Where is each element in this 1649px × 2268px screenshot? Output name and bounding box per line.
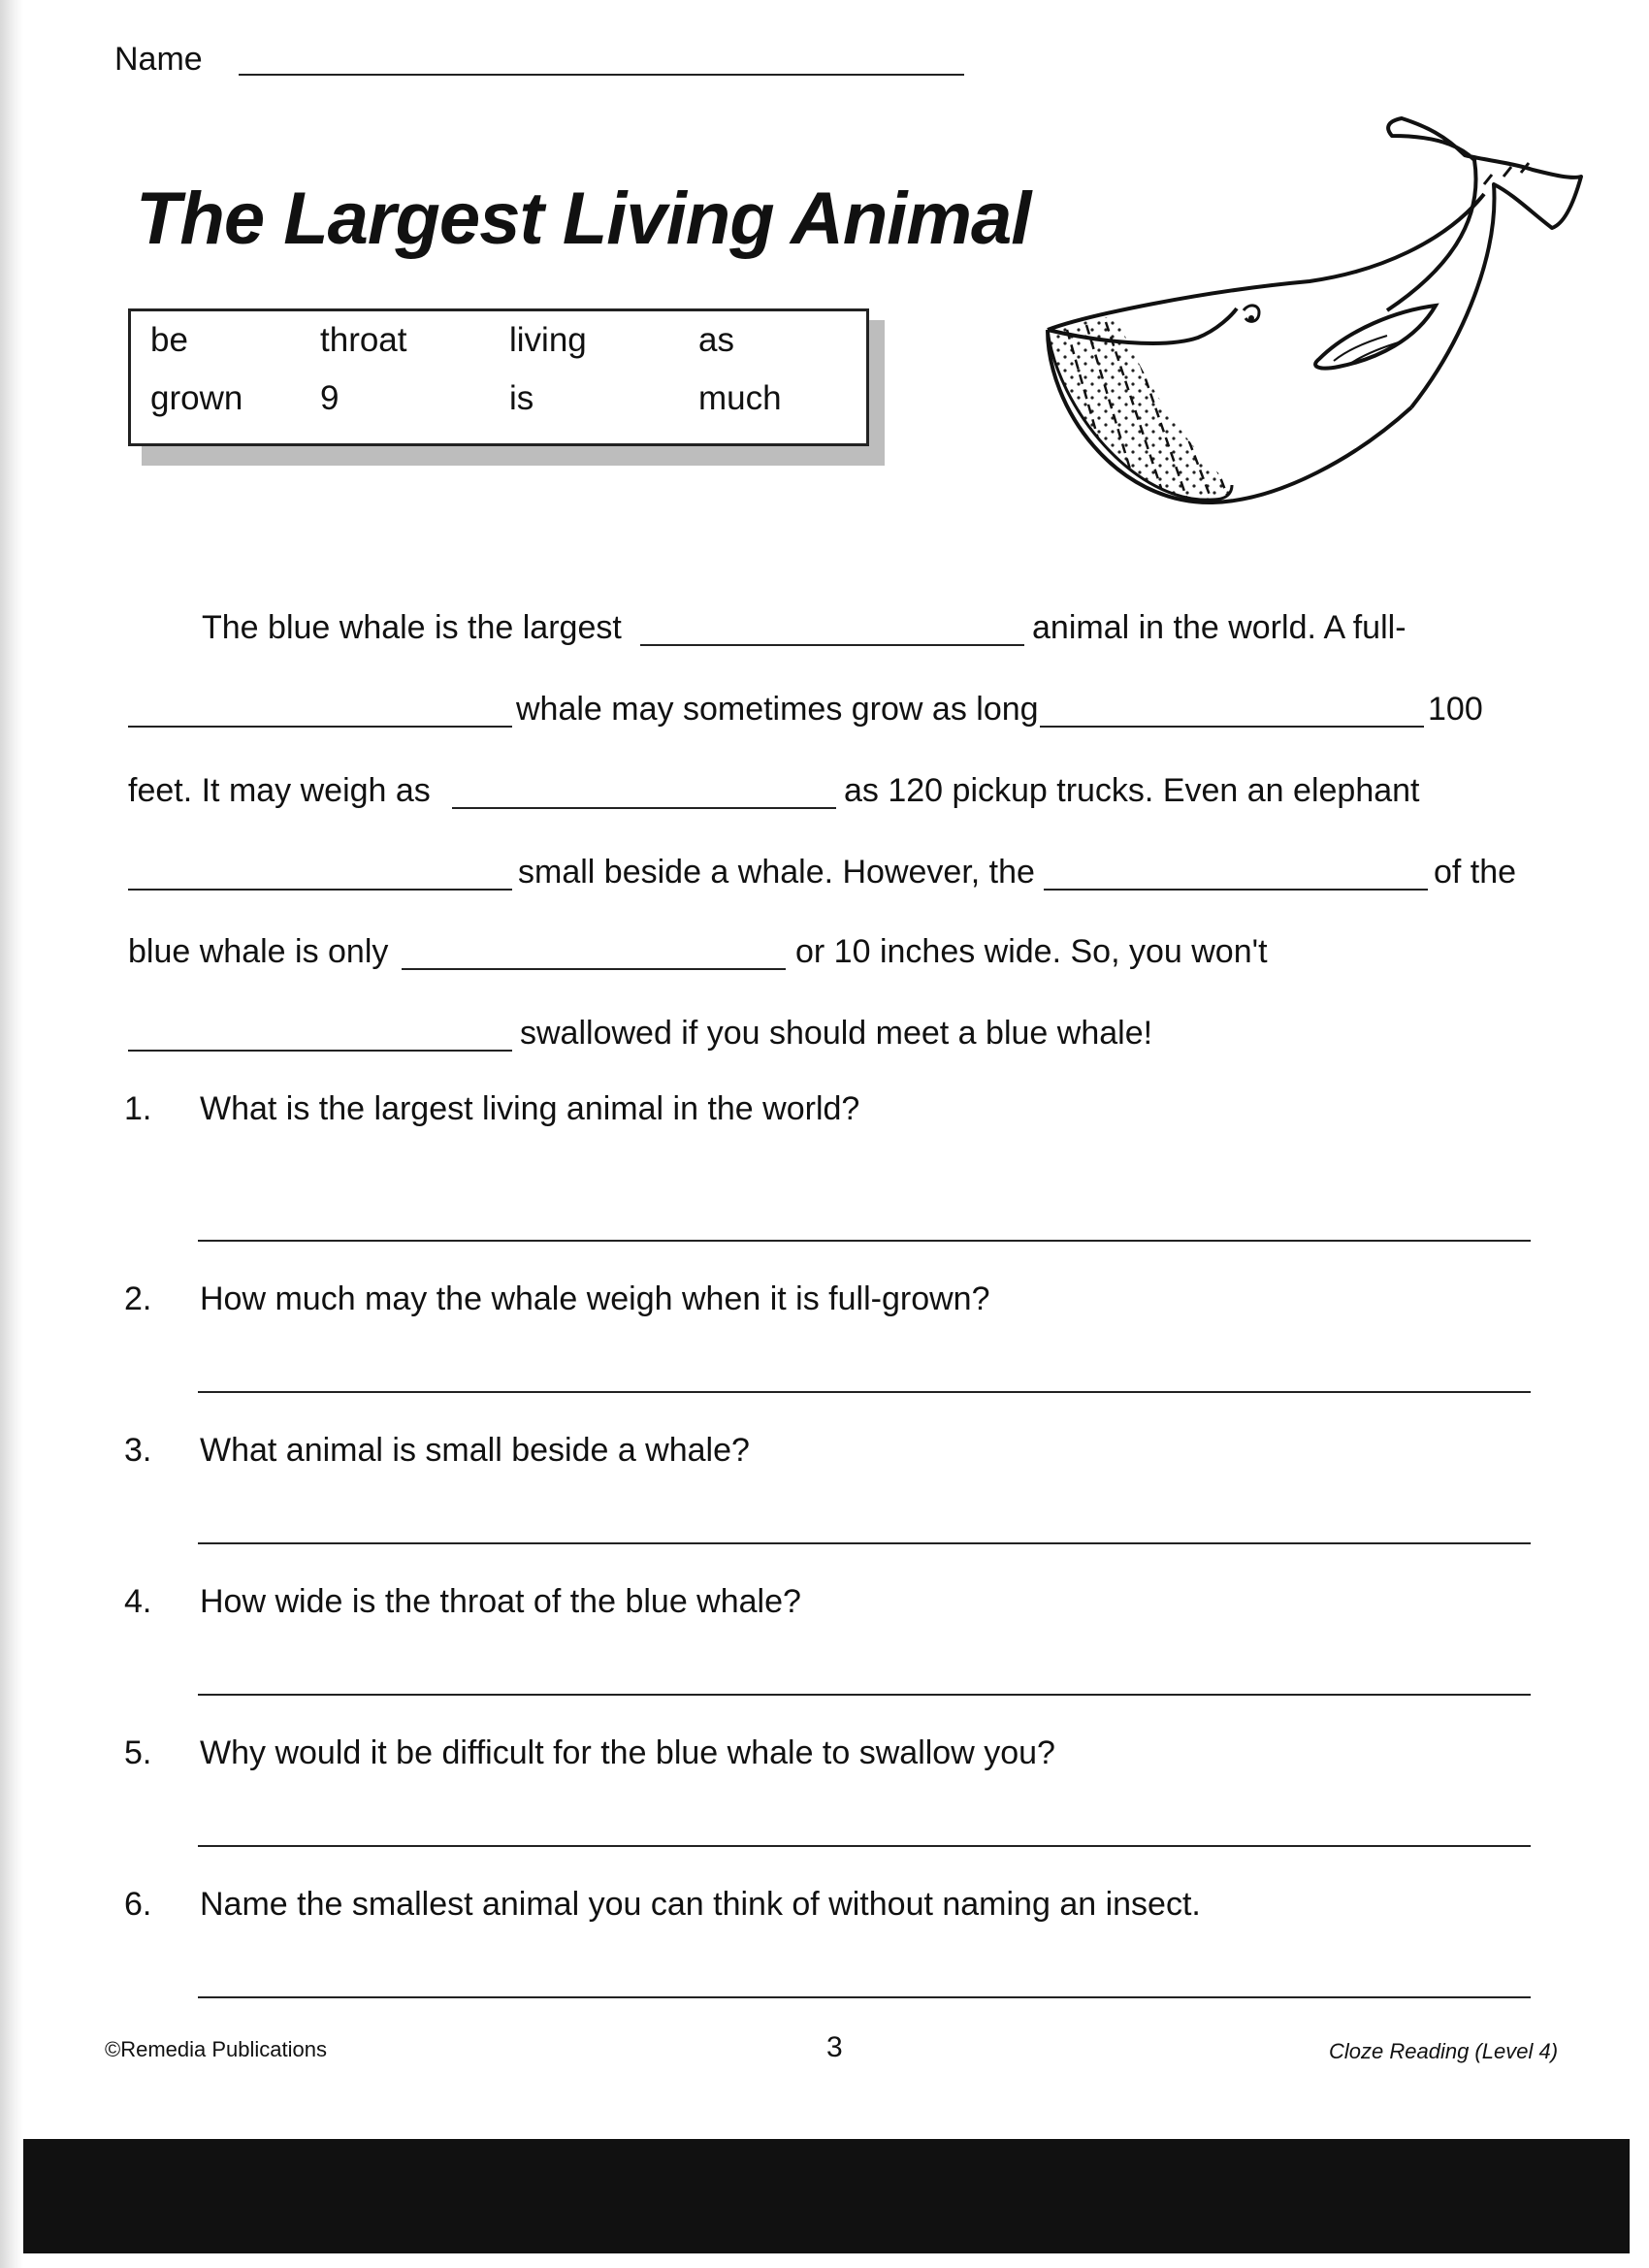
question-text: How much may the whale weigh when it is full-grown?	[200, 1280, 990, 1317]
passage-text: blue whale is only	[128, 933, 389, 970]
whale-icon	[1028, 116, 1591, 524]
passage-text: or 10 inches wide. So, you won't	[795, 933, 1268, 970]
blank-field[interactable]	[452, 807, 836, 809]
answer-line[interactable]	[198, 1694, 1531, 1696]
question-number: 4.	[124, 1583, 152, 1620]
word-bank-item: is	[509, 379, 534, 417]
word-bank-item: living	[509, 321, 587, 359]
series-label: Cloze Reading (Level 4)	[1329, 2039, 1559, 2063]
passage-text: as 120 pickup trucks. Even an elephant	[844, 772, 1420, 809]
question-text: What is the largest living animal in the world?	[200, 1090, 860, 1127]
word-bank-item: much	[698, 379, 782, 417]
question-text: What animal is small beside a whale?	[200, 1432, 750, 1469]
blank-field[interactable]	[128, 726, 512, 728]
blank-field[interactable]	[128, 1050, 512, 1052]
question-text: Why would it be difficult for the blue whale to swallow you?	[200, 1734, 1055, 1771]
answer-line[interactable]	[198, 1391, 1531, 1393]
answer-line[interactable]	[198, 1996, 1531, 1998]
passage-text: The blue whale is the largest	[202, 609, 622, 646]
worksheet-title: The Largest Living Animal	[136, 178, 1031, 260]
passage-text: swallowed if you should meet a blue whale!	[520, 1015, 1153, 1052]
question-text: How wide is the throat of the blue whale?	[200, 1583, 801, 1620]
passage-text: whale may sometimes grow as long	[516, 691, 1039, 728]
question-text: Name the smallest animal you can think of without naming an insect.	[200, 1886, 1201, 1923]
word-bank-item: be	[150, 321, 188, 359]
blank-field[interactable]	[128, 889, 512, 891]
scan-edge	[0, 0, 23, 2268]
question-number: 2.	[124, 1280, 152, 1317]
answer-line[interactable]	[198, 1240, 1531, 1242]
passage-text: small beside a whale. However, the	[518, 854, 1035, 891]
word-bank-item: as	[698, 321, 734, 359]
word-bank-item: grown	[150, 379, 243, 417]
page-number: 3	[826, 2031, 843, 2063]
blank-field[interactable]	[1040, 726, 1424, 728]
question-number: 1.	[124, 1090, 152, 1127]
passage-text: feet. It may weigh as	[128, 772, 431, 809]
word-bank	[128, 308, 869, 446]
blank-field[interactable]	[1044, 889, 1428, 891]
passage-text: animal in the world. A full-	[1032, 609, 1406, 646]
passage-text: of the	[1434, 854, 1517, 891]
word-bank-item: throat	[320, 321, 407, 359]
scan-border	[23, 2139, 1630, 2253]
answer-line[interactable]	[198, 1845, 1531, 1847]
passage-text: 100	[1428, 691, 1483, 728]
word-bank-item: 9	[320, 379, 340, 417]
answer-line[interactable]	[198, 1542, 1531, 1544]
question-number: 5.	[124, 1734, 152, 1771]
copyright-notice: ©Remedia Publications	[105, 2037, 327, 2061]
blank-field[interactable]	[640, 644, 1024, 646]
name-label: Name	[114, 41, 203, 78]
question-number: 6.	[124, 1886, 152, 1923]
name-field[interactable]	[239, 74, 964, 76]
question-number: 3.	[124, 1432, 152, 1469]
blank-field[interactable]	[402, 968, 786, 970]
